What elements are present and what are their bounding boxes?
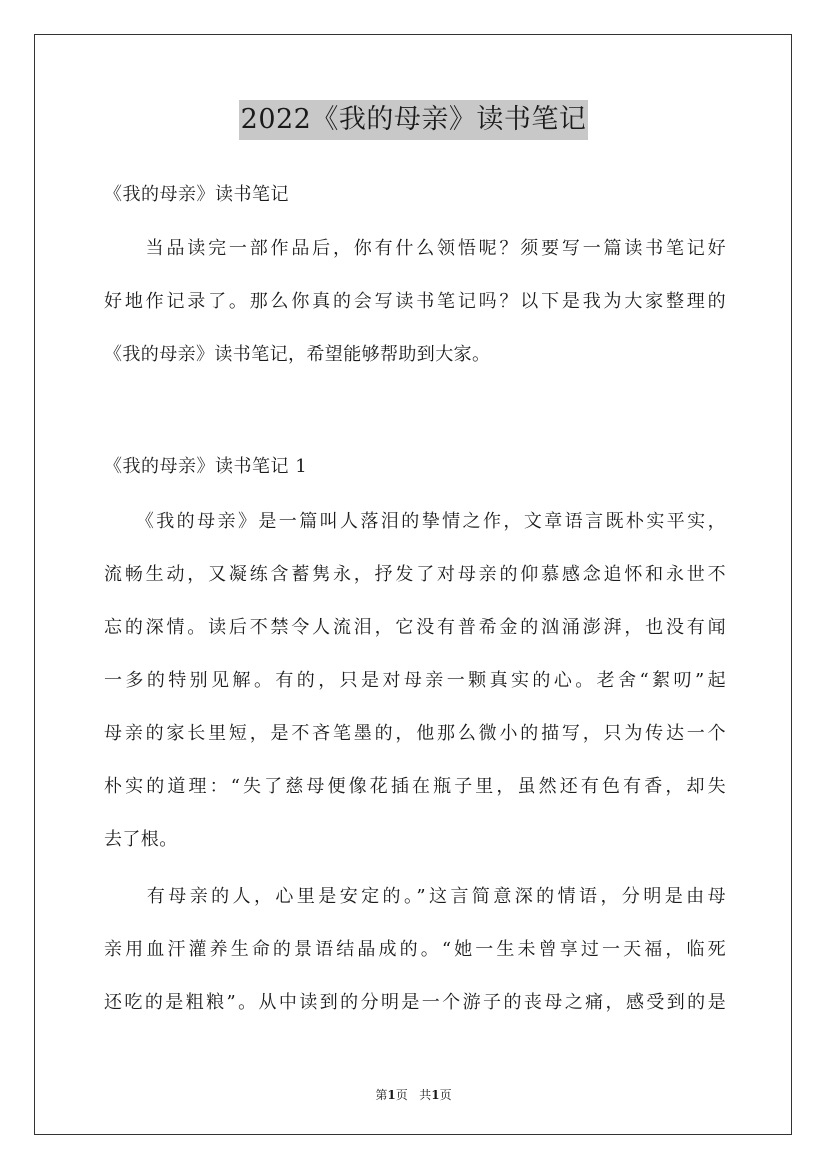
text-line: 亲用血汗灌养生命的景语结晶成的。“她一生未曾享过一天福，临死 [104, 939, 726, 960]
text-line: 还吃的是粗粮”。从中读到的分明是一个游子的丧母之痛，感受到的是 [104, 992, 726, 1013]
text-line: 朴实的道理：“失了慈母便像花插在瓶子里，虽然还有色有香，却失 [104, 776, 726, 797]
text-line: 一多的特别见解。有的，只是对母亲一颗真实的心。老舍“絮叨”起 [104, 670, 726, 691]
text-line: 母亲的家长里短，是不吝笔墨的，他那么微小的描写，只为传达一个 [104, 723, 726, 744]
total-pages: 1 [431, 1088, 440, 1102]
total-prefix: 共 [419, 1088, 432, 1102]
text-line: 好地作记录了。那么你真的会写读书笔记吗？以下是我为大家整理的 [104, 291, 726, 312]
text-line: 流畅生动，又凝练含蓄隽永，抒发了对母亲的仰慕感念追怀和永世不 [104, 564, 726, 585]
section-heading: 《我的母亲》读书笔记 [104, 184, 289, 205]
page-suffix: 页 [395, 1088, 408, 1102]
text-line: 有母亲的人，心里是安定的。”这言简意深的情语，分明是由母 [104, 886, 726, 907]
title-container [0, 100, 827, 140]
page-footer [0, 1086, 827, 1103]
text-line: 当品读完一部作品后，你有什么领悟呢？须要写一篇读书笔记好 [104, 238, 726, 259]
text-line: 《我的母亲》读书笔记，希望能够帮助到大家。 [104, 344, 491, 365]
text-line: 忘的深情。读后不禁令人流泪，它没有普希金的汹涌澎湃，也没有闻 [104, 617, 726, 638]
intro-paragraph [104, 222, 726, 381]
paragraph-1 [104, 495, 726, 866]
page-prefix: 第 [375, 1088, 388, 1102]
text-line: 去了根。 [104, 829, 178, 850]
text-line: 《我的母亲》是一篇叫人落泪的挚情之作，文章语言既朴实平实， [104, 511, 726, 532]
paragraph-2 [104, 870, 726, 1029]
total-suffix: 页 [439, 1088, 452, 1102]
page-number: 1 [387, 1088, 396, 1102]
article-heading: 《我的母亲》读书笔记 1 [104, 456, 308, 477]
document-title: 2022《我的母亲》读书笔记 [239, 100, 589, 140]
